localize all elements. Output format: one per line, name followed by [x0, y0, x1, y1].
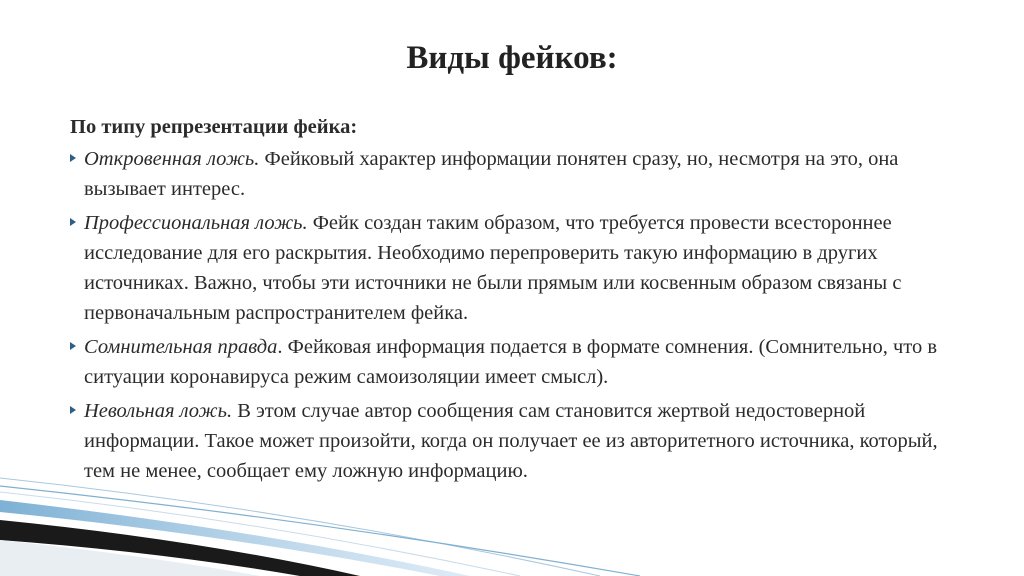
triangle-bullet-icon — [70, 154, 76, 162]
list-item — [70, 208, 960, 328]
item-term: Откровенная ложь. — [84, 148, 260, 170]
decor-dark-swoosh — [0, 520, 360, 576]
list-item — [70, 396, 960, 486]
item-term: Невольная ложь. — [84, 400, 233, 422]
triangle-bullet-icon — [70, 406, 76, 414]
decor-line-2 — [0, 486, 640, 576]
list-item — [70, 332, 960, 392]
slide-title: Виды фейков: — [406, 40, 618, 76]
fake-types-list — [70, 144, 960, 486]
decor-blue-band — [0, 500, 470, 576]
triangle-bullet-icon — [70, 342, 76, 350]
item-text: . Фейковая информация подается в формате сомнения. (Сомнительно, что в ситуации коронавируса режим самоизоляции имеет смысл). — [84, 336, 938, 388]
item-text: Фейк создан таким образом, что требуется провести всестороннее исследование для его раскрытия. Необходимо перепроверить такую информацию в других источниках. Важно, чтобы эти источники не были прямым или косвенным образом связаны с первоначальным распространителем фейка. — [84, 212, 902, 324]
item-term: Профессиональная ложь. — [84, 212, 308, 234]
slide-content — [70, 112, 960, 490]
item-text: В этом случае автор сообщения сам становится жертвой недостоверной информации. Такое может произойти, когда он получает ее из авторитетного источника, который, тем не менее, сообщает ему ложную информацию. — [84, 400, 938, 482]
triangle-bullet-icon — [70, 218, 76, 226]
decor-line-3 — [0, 492, 520, 576]
item-term: Сомнительная правда — [84, 336, 278, 358]
item-text: Фейковый характер информации понятен сразу, но, несмотря на это, она вызывает интерес. — [84, 148, 899, 200]
decor-line-1 — [0, 478, 600, 576]
section-subtitle: По типу репрезентации фейка: — [70, 116, 358, 138]
list-item — [70, 144, 960, 204]
decor-gray-swoosh — [0, 540, 260, 576]
